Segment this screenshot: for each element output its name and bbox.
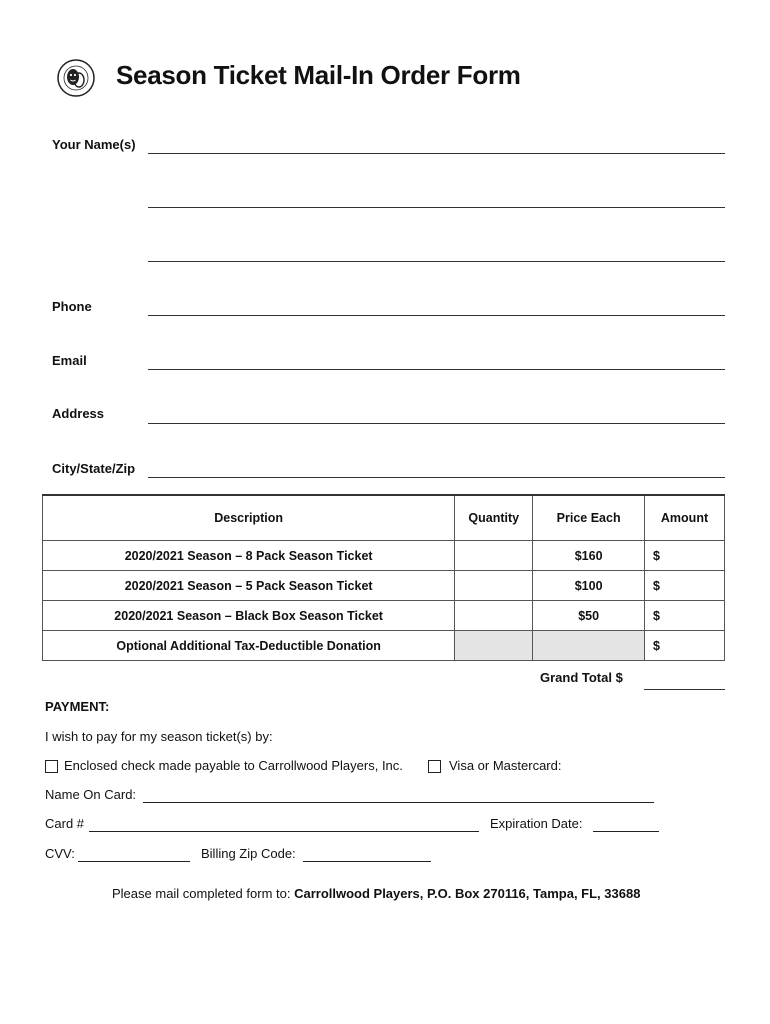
carrollwood-players-logo: [56, 58, 96, 98]
name-field-line-3[interactable]: [148, 261, 725, 262]
row-description: 2020/2021 Season – 8 Pack Season Ticket: [43, 541, 455, 571]
row-quantity-cell-disabled: [455, 631, 533, 661]
name-on-card-field-line[interactable]: [143, 802, 654, 803]
grand-total-field-line[interactable]: [644, 689, 725, 690]
grand-total-label: Grand Total $: [540, 670, 623, 685]
card-number-label: Card #: [45, 816, 85, 831]
row-description: Optional Additional Tax-Deductible Donation: [43, 631, 455, 661]
row-price: $160: [533, 541, 645, 571]
card-option-label: Visa or Mastercard:: [449, 758, 562, 773]
row-quantity-cell[interactable]: [455, 541, 533, 571]
order-table: [42, 494, 725, 661]
row-quantity-cell[interactable]: [455, 571, 533, 601]
expiration-label: Expiration Date:: [490, 816, 583, 831]
table-row: [43, 541, 725, 571]
header-description: Description: [43, 495, 455, 541]
row-price: $100: [533, 571, 645, 601]
header-price-each: Price Each: [533, 495, 645, 541]
expiration-field-line[interactable]: [593, 831, 659, 832]
name-label: Your Name(s): [52, 137, 136, 152]
header-quantity: Quantity: [455, 495, 533, 541]
email-field-line[interactable]: [148, 369, 725, 370]
name-field-line-2[interactable]: [148, 207, 725, 208]
row-amount-cell[interactable]: $: [645, 571, 725, 601]
name-field-line-1[interactable]: [148, 153, 725, 154]
city-state-zip-label: City/State/Zip: [52, 461, 136, 476]
table-row: [43, 631, 725, 661]
city-state-zip-field-line[interactable]: [148, 477, 725, 478]
check-option-label: Enclosed check made payable to Carrollwood Players, Inc.: [64, 758, 403, 773]
table-row: [43, 601, 725, 631]
billing-zip-label: Billing Zip Code:: [201, 846, 296, 861]
check-option-checkbox[interactable]: [45, 760, 58, 773]
row-description: 2020/2021 Season – Black Box Season Ticket: [43, 601, 455, 631]
phone-field-line[interactable]: [148, 315, 725, 316]
row-price-cell-disabled: [533, 631, 645, 661]
row-quantity-cell[interactable]: [455, 601, 533, 631]
cvv-field-line[interactable]: [78, 861, 190, 862]
page-title: Season Ticket Mail-In Order Form: [116, 60, 521, 90]
mail-prefix: Please mail completed form to:: [112, 886, 295, 901]
cvv-label: CVV:: [45, 846, 75, 861]
address-label: Address: [52, 406, 105, 421]
address-field-line[interactable]: [148, 423, 725, 424]
row-amount-cell[interactable]: $: [645, 601, 725, 631]
table-row: [43, 571, 725, 601]
card-option-checkbox[interactable]: [428, 760, 441, 773]
payment-heading: PAYMENT:: [45, 699, 110, 714]
row-price: $50: [533, 601, 645, 631]
payment-intro: I wish to pay for my season ticket(s) by:: [45, 729, 273, 744]
header-amount: Amount: [645, 495, 725, 541]
phone-label: Phone: [52, 299, 92, 314]
mail-instructions: [112, 886, 640, 901]
table-header-row: [43, 495, 725, 541]
row-amount-cell[interactable]: $: [645, 631, 725, 661]
email-label: Email: [52, 353, 87, 368]
name-on-card-label: Name On Card:: [45, 787, 137, 802]
row-description: 2020/2021 Season – 5 Pack Season Ticket: [43, 571, 455, 601]
row-amount-cell[interactable]: $: [645, 541, 725, 571]
billing-zip-field-line[interactable]: [303, 861, 431, 862]
mail-address: Carrollwood Players, P.O. Box 270116, Tampa, FL, 33688: [294, 886, 641, 901]
card-number-field-line[interactable]: [89, 831, 479, 832]
